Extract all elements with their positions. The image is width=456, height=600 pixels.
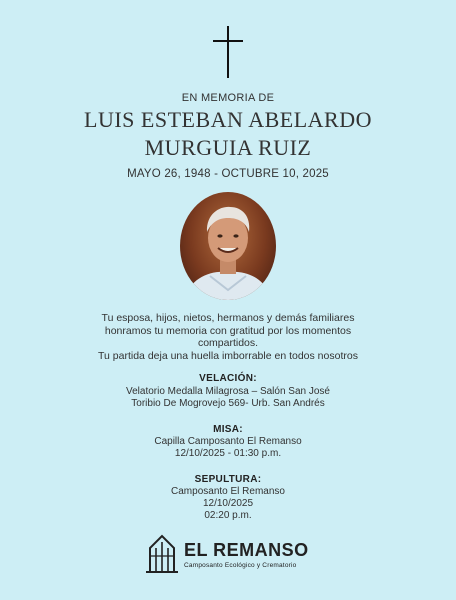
message-line: compartidos. — [197, 337, 259, 349]
sepultura-details — [0, 486, 456, 522]
sepultura-heading: SEPULTURA: — [194, 474, 262, 485]
el-remanso-logo — [146, 534, 316, 574]
message-line: Tu partida deja una huella imborrable en todos nosotros — [98, 349, 358, 362]
logo-tagline: Camposanto Ecológico y Crematorio — [184, 562, 297, 569]
velacion-heading: VELACIÓN: — [199, 373, 257, 384]
sepultura-place: Camposanto El Remanso — [171, 486, 285, 497]
in-memory-label: EN MEMORIA DE — [181, 92, 275, 104]
sepultura-date: 12/10/2025 — [202, 498, 254, 509]
misa-heading: MISA: — [213, 424, 243, 435]
misa-place: Capilla Camposanto El Remanso — [154, 436, 302, 447]
misa-datetime: 12/10/2025 - 01:30 p.m. — [174, 448, 282, 459]
building-icon — [146, 534, 178, 574]
portrait-photo — [180, 192, 276, 300]
sepultura-time: 02:20 p.m. — [204, 510, 252, 521]
message-line: honramos tu memoria con gratitud por los momentos — [104, 324, 352, 337]
logo-brand: EL REMANSO — [184, 540, 309, 560]
velacion-place: Velatorio Medalla Milagrosa – Salón San José — [125, 386, 330, 397]
velacion-details — [0, 386, 456, 410]
life-dates: MAYO 26, 1948 - OCTUBRE 10, 2025 — [127, 168, 329, 180]
family-message — [0, 312, 456, 362]
misa-details — [0, 436, 456, 460]
deceased-name-line2: MURGUIA RUIZ — [144, 135, 312, 160]
velacion-address: Toribio De Mogrovejo 569- Urb. San Andrés — [131, 398, 325, 409]
cross-icon — [213, 26, 243, 78]
message-line: Tu esposa, hijos, nietos, hermanos y demás familiares — [101, 312, 355, 324]
deceased-name-line1: LUIS ESTEBAN ABELARDO — [84, 107, 372, 132]
